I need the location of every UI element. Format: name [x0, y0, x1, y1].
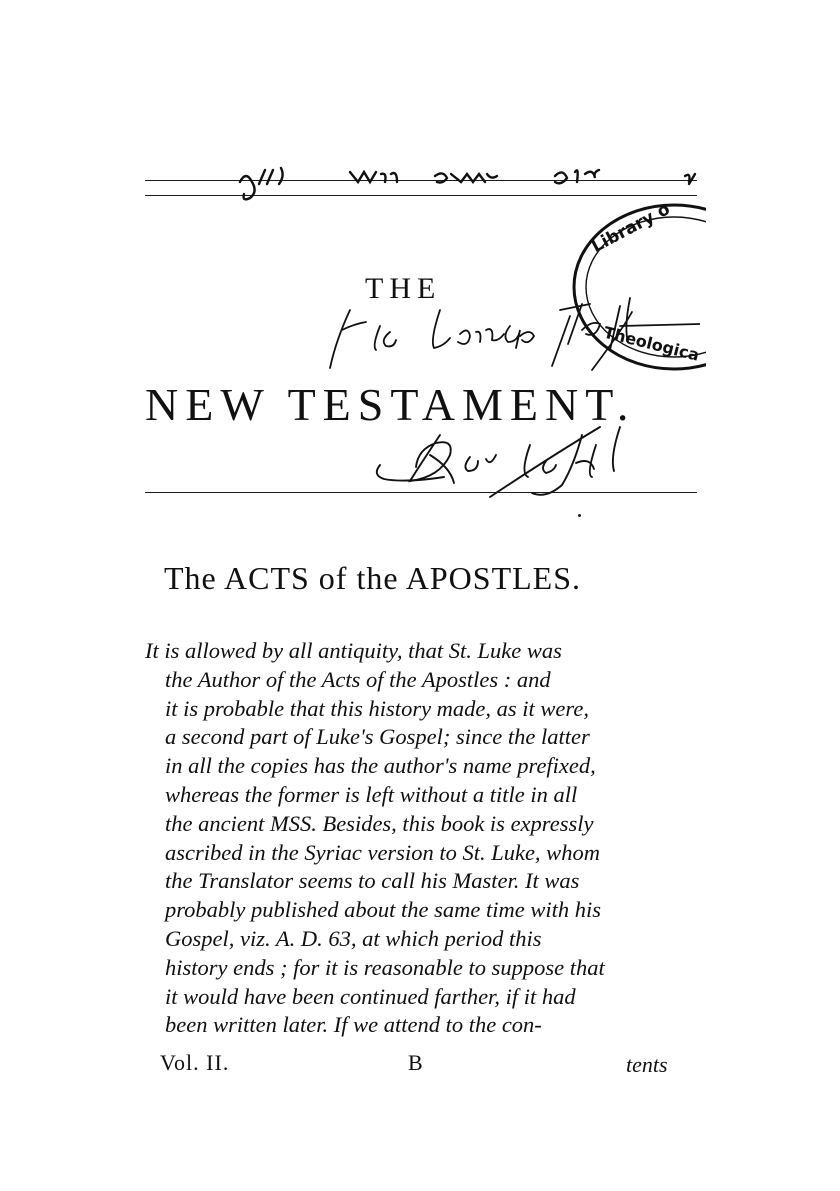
handwritten-inscription-lower	[370, 405, 680, 505]
paragraph-line: been written later. If we attend to the con-	[165, 1012, 542, 1038]
ink-dot	[578, 514, 581, 517]
paragraph-line: the Translator seems to call his Master. It was	[165, 868, 580, 894]
paragraph-line: the Author of the Acts of the Apostles : and	[165, 666, 551, 692]
paragraph-line: ascribed in the Syriac version to St. Luke, whom	[165, 839, 600, 865]
stamp-text-bottom: Theologica	[601, 322, 702, 365]
paragraph-line: in all the copies has the author's name prefixed,	[165, 753, 596, 779]
book-subtitle: The ACTS of the APOSTLES.	[164, 560, 582, 596]
title-new-testament: NEW TESTAMENT.	[145, 379, 636, 430]
title-rule	[145, 492, 697, 493]
paragraph-line: it is probable that this history made, as it were,	[165, 695, 589, 721]
catchword: tents	[626, 1052, 668, 1077]
title-the: THE	[365, 272, 442, 305]
stamp-text-top: Library o	[588, 199, 674, 258]
volume-label: Vol. II.	[160, 1050, 230, 1075]
paragraph-line: probably published about the same time with his	[165, 897, 602, 923]
paragraph-line: Gospel, viz. A. D. 63, at which period this	[165, 925, 542, 951]
signature-mark: B	[408, 1050, 423, 1075]
paragraph-line: it would have been continued farther, if it had	[165, 983, 576, 1009]
paragraph-line: history ends ; for it is reasonable to suppose that	[165, 954, 605, 980]
paragraph-line: the ancient MSS. Besides, this book is expressly	[165, 810, 594, 836]
intro-paragraph	[145, 637, 690, 1040]
paragraph-line: It is allowed by all antiquity, that St. Luke was	[145, 638, 562, 663]
paragraph-line: whereas the former is left without a title in all	[165, 781, 578, 807]
handwritten-inscription-middle	[320, 270, 700, 380]
paragraph-line: a second part of Luke's Gospel; since the latter	[165, 724, 590, 750]
